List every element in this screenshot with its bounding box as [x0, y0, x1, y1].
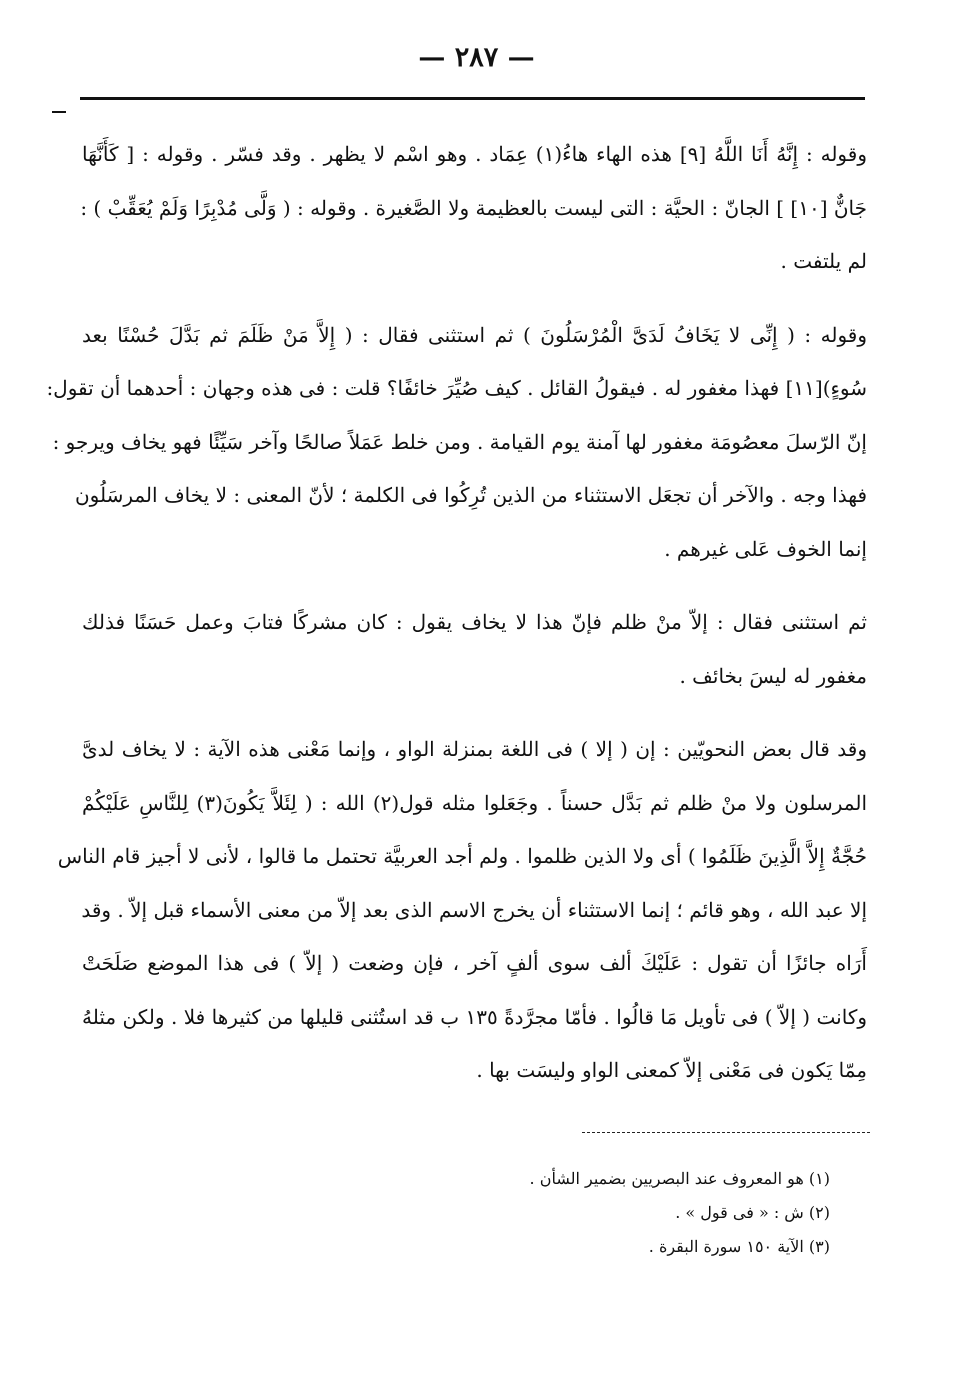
- text-line: فهذا وجه . والآخر أن تجعَل الاستثناء من الذين تُرِكُوا فى الكلمة ؛ لأنّ المعنى : لا يخاف المرسَلُون: [74, 483, 867, 507]
- text-line: إلا عبد الله ، وهو قائم ؛ إنما الاستثناء أن يخرج الاسم الذى بعد إلاّ من معنى الأسماء قبل إلاّ . وقد: [81, 897, 867, 922]
- text-line: حُجَّةٌ إِلاَّ الَّذِينَ ظَلَمُوا ) أى ولا الذين ظلموا . ولم أجد العربيَّة تحتمل ما قالوا ، لأنى لا أجيز قام الناس: [57, 844, 867, 868]
- text-line: وقوله : ( إِنِّى لا يَخَافُ لَدَىَّ الْمُرْسَلُونَ ) ثم استثنى فقال : ( إِلاَّ مَنْ ظَلَمَ ثم بَدَّلَ حُسْنًا بعد: [82, 322, 867, 347]
- paragraph-4: [57, 723, 868, 1098]
- text-line: المرسلون ولا منْ ظلم ثم بَدَّل حسناً . وجَعَلوا مثله قول(٢) الله : ( لِئَلاَّ يَكُونَ(٣) لِلنَّاسِ عَلَيْكُمْ: [82, 790, 868, 815]
- paragraph-3: [82, 596, 867, 703]
- paragraph-2: [46, 309, 867, 577]
- main-text: [46, 128, 868, 1118]
- footnote-2: (٢) ش : « فى قول » .: [675, 1203, 830, 1222]
- header-rule-mark: [52, 111, 66, 113]
- text-line: إنّ الرّسلَ معصُومَة مغفور لها آمنة يوم القيامة . ومن خلط عَمَلاً صالحًا وآخر سَيِّئًا فهو يخاف ويرجو :: [52, 429, 867, 454]
- text-line: جَانٌّ [١٠] ] الجانّ : الحيَّة : التى ليست بالعظيمة ولا الصَّغيرة . وقوله : ( وَلَّى مُدْبِرًا وَلَمْ يُعَقِّبْ ) :: [80, 195, 867, 220]
- footnotes: [300, 1162, 830, 1264]
- text-line: ثم استثنى فقال : إلاّ منْ ظلم فإنّ هذا لا يخاف يقول : كان مشركًا فتابَ وعمل حَسَنًا فذلك: [82, 610, 867, 634]
- text-line: وقوله : إِنَّهُ أَنَا اللَّهُ [٩] هذه الهاء هاءُ(١) عِمَاد . وهو اسْم لا يظهر . وقد فسّر . وقوله : [ كَأَنَّهَا: [82, 142, 867, 166]
- text-line: مغفور له ليسَ بخائف .: [679, 663, 867, 688]
- paragraph-1: [82, 128, 867, 289]
- footnote-1: (١) هو المعروف عند البصريين بضمير الشأن .: [529, 1169, 830, 1188]
- header-rule: [80, 97, 865, 100]
- text-line: وقد قال بعض النحويّين : إن ( إلا ) فى اللغة بمنزلة الواو ، وإنما مَعْنى هذه الآية : لا يخاف لدىَّ: [82, 737, 867, 761]
- footnote-rule: [582, 1132, 870, 1133]
- text-line: إنما الخوف عَلى غيرهم .: [664, 536, 867, 561]
- text-line: مِمّا يَكون فى مَعْنى إلاّ كمعنى الواو وليسَت بها .: [476, 1058, 867, 1082]
- page-number: — ٢٨٧ —: [418, 42, 535, 73]
- text-line: لم يلتفت .: [780, 249, 867, 273]
- footnote-3: (٣) الآية ١٥٠ سورة البقرة .: [648, 1237, 830, 1256]
- text-line: وكانت ( إلاّ ) فى تأويل مَا قالُوا . فأمّا مجرَّدةً ١٣٥ ب قد استُثنى قليلها من كثيرها فلا . ولكن مثلهُ: [82, 1004, 867, 1029]
- text-line: أَرَاه جائزًا أن تقول : عَلَيْكَ ألف سوى ألفٍ آخر ، فإن وضعت ( إلاّ ) فى هذا الموضع صَلَحَتْ: [82, 951, 867, 975]
- text-line: سُوءٍ)[١١] فهذا مغفور له . فيقولُ القائل . كيف صُيِّرَ خائفًا؟ قلت : فى هذه وجهان : أحدهما أن تقول:: [46, 376, 867, 400]
